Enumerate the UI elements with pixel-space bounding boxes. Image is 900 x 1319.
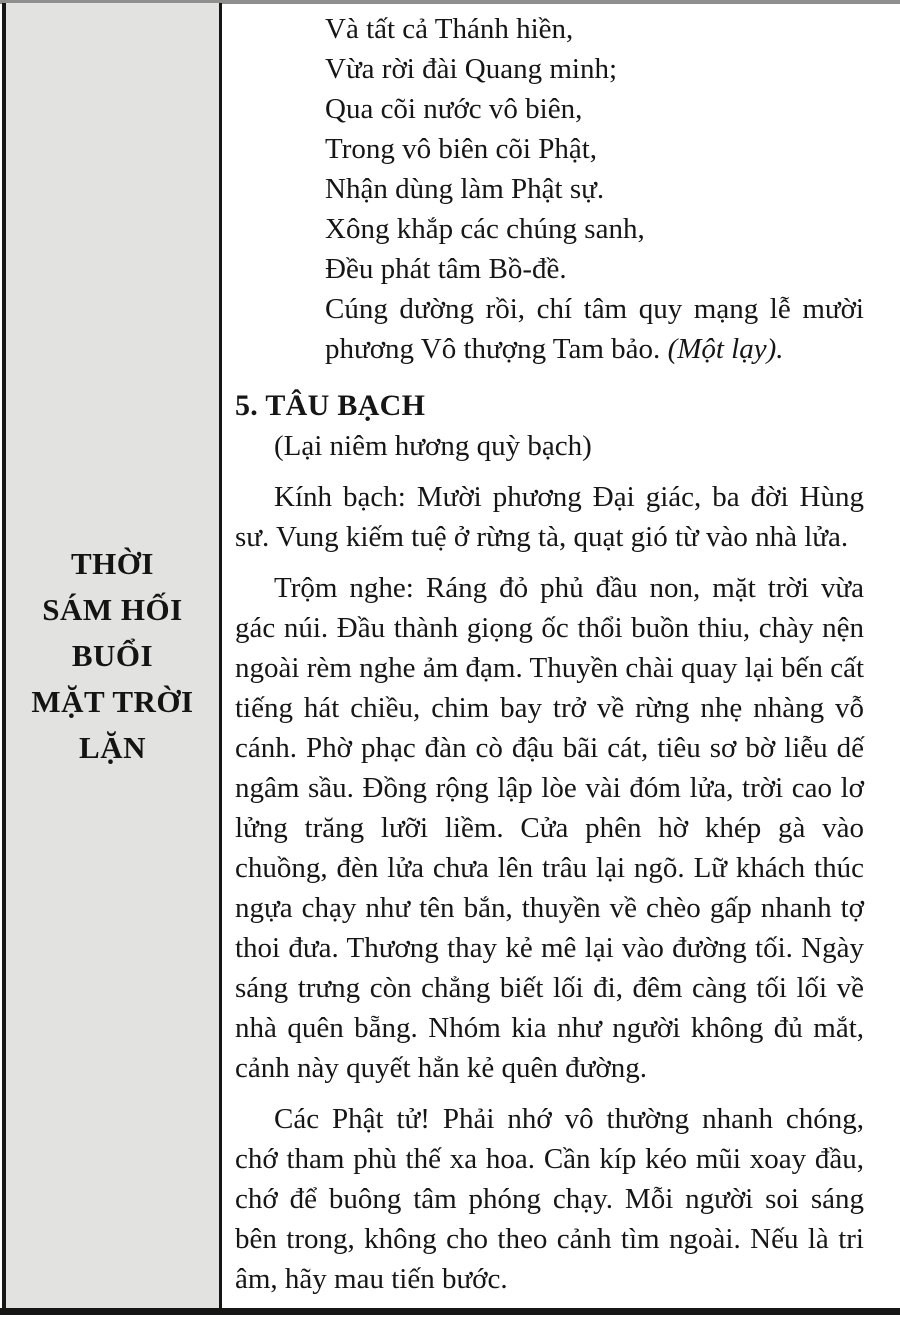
chapter-title-line: LẶN (79, 729, 146, 765)
verse-block (325, 9, 864, 369)
verse-line: Đều phát tâm Bồ-đề. (325, 253, 567, 285)
verse-line: Và tất cả Thánh hiền, (325, 13, 574, 45)
ritual-instruction: (Một lạy). (667, 333, 784, 365)
chapter-title-line: SÁM HỐI (42, 591, 183, 627)
paragraph-kinh-bach: Kính bạch: Mười phương Đại giác, ba đời Hùng sư. Vung kiếm tuệ ở rừng tà, quạt gió từ vào nhà lửa. (235, 481, 864, 553)
verse-line: Vừa rời đài Quang minh; (325, 53, 617, 85)
chapter-title-line: MẶT TRỜI (31, 683, 194, 719)
sidebar (2, 3, 222, 1308)
verse-line: Xông khắp các chúng sanh, (325, 213, 645, 245)
verse-line: Nhận dùng làm Phật sự. (325, 173, 605, 205)
chapter-title-block (31, 541, 193, 771)
paragraph-trom-nghe: Trộm nghe: Ráng đỏ phủ đầu non, mặt trời vừa gác núi. Đầu thành giọng ốc thổi buồn thiu, chày nện ngoài rèm nghe ảm đạm. Thuyền chài quay lại bến cất tiếng hát chiều, chim bay trở về rừng nhẹ nhàng vỗ cánh. Phờ phạc đàn cò đậu bãi cát, tiêu sơ bờ liễu dế ngâm sầu. Đồng rộng lập lòe vài đóm lửa, trời cao lơ lửng trăng lưỡi liềm. Cửa phên hờ khép gà vào chuồng, đèn lửa chưa lên trâu lại ngõ. Lữ khách thúc ngựa chạy như tên bắn, thuyền về chèo gấp nhanh tợ thoi đưa. Thương thay kẻ mê lại vào đường tối. Ngày sáng trưng còn chẳng biết lối đi, đêm càng tối lối về nhà quên bẵng. Nhóm kia như người không đủ mắt, cảnh này quyết hẳn kẻ quên đường. (235, 572, 864, 1084)
verse-line: Qua cõi nước vô biên, (325, 93, 583, 125)
section-subheading: (Lại niêm hương quỳ bạch) (274, 430, 592, 462)
verse-closing (325, 289, 864, 369)
verse-line: Trong vô biên cõi Phật, (325, 133, 598, 165)
section-heading: 5. TÂU BẠCH (235, 389, 426, 422)
bottom-rule (0, 1308, 900, 1315)
page-content (222, 0, 900, 1299)
chapter-title-line: BUỔI (71, 637, 154, 673)
paragraph-cac-phat-tu: Các Phật tử! Phải nhớ vô thường nhanh chóng, chớ tham phù thế xa hoa. Cần kíp kéo mũi xoay đầu, chớ để buông tâm phóng chạy. Mỗi người soi sáng bên trong, không cho theo cảnh tìm ngoài. Nếu là tri âm, hãy mau tiến bước. (235, 1103, 864, 1295)
verse-closing-text: Cúng dường rồi, chí tâm quy mạng lễ mười phương Vô thượng Tam bảo. (325, 293, 864, 365)
chapter-title-line: THỜI (71, 545, 154, 581)
